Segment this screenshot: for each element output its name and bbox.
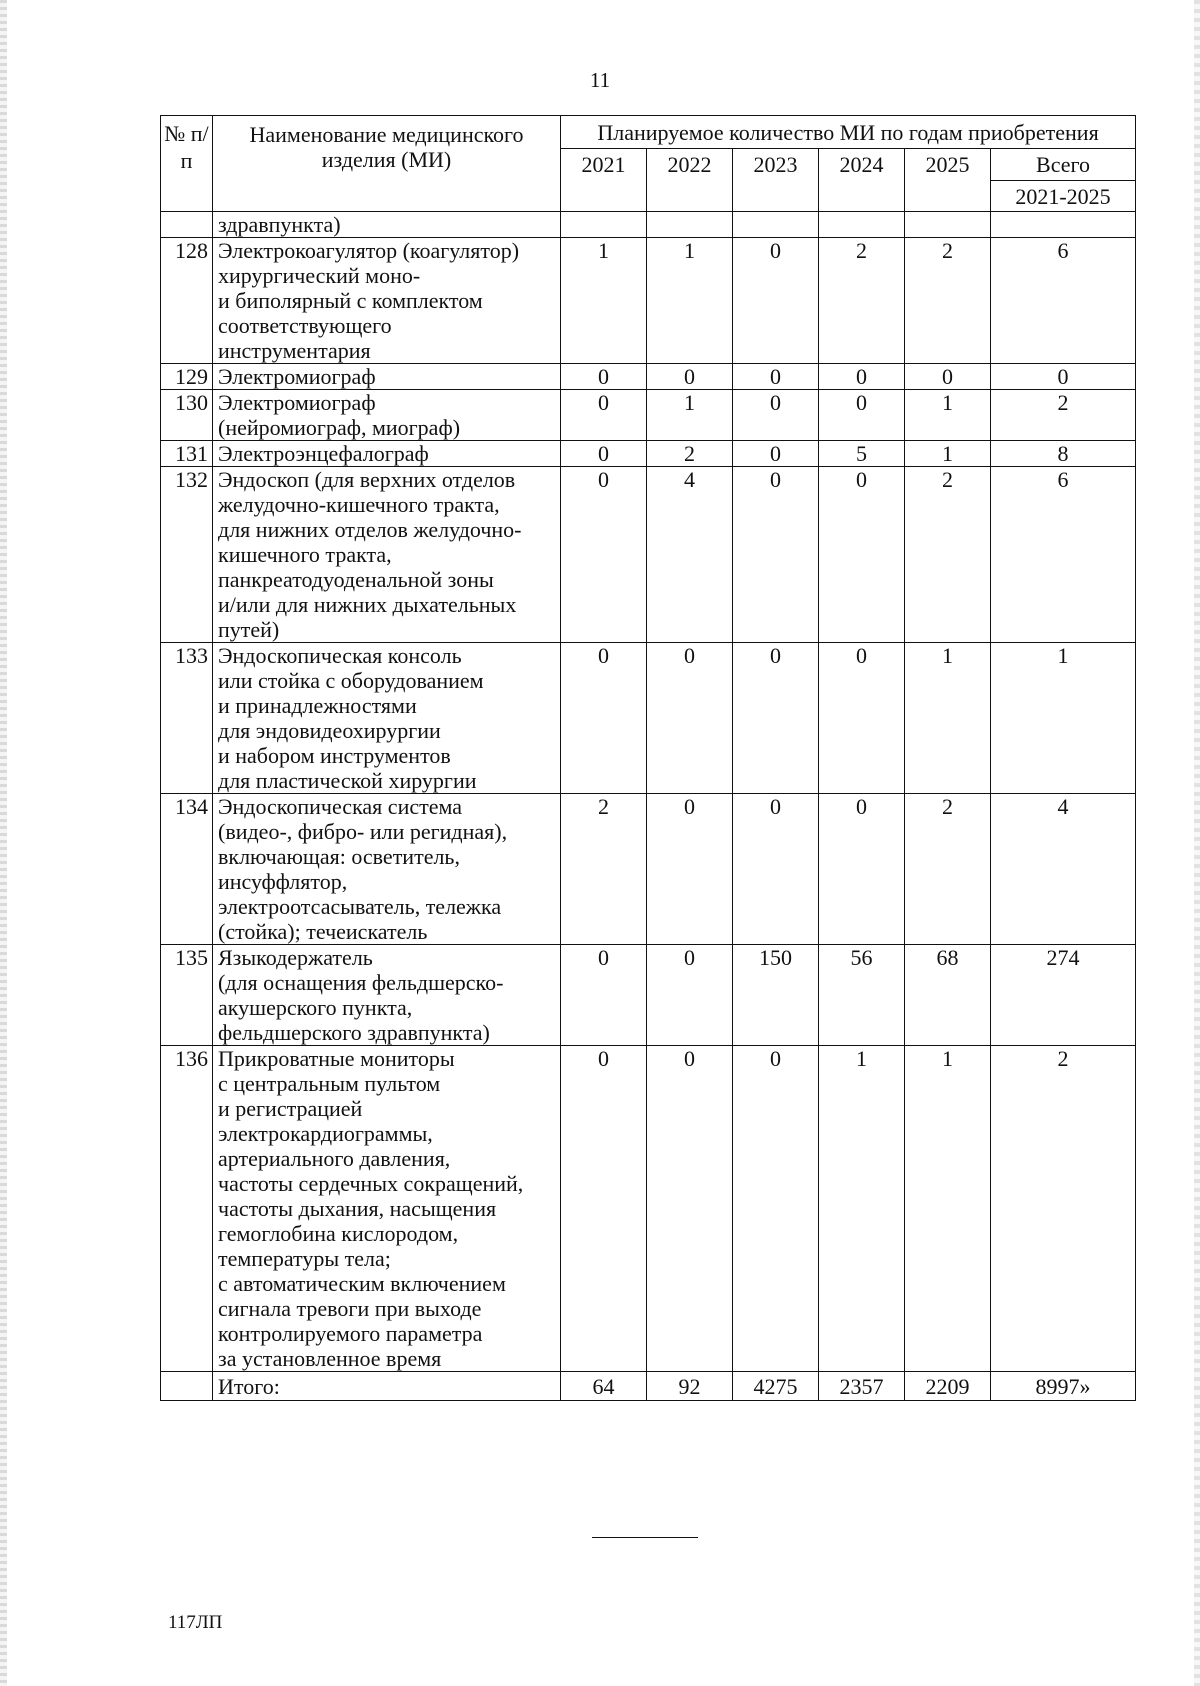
qty-total: 1 bbox=[991, 643, 1136, 794]
qty-2024: 0 bbox=[819, 643, 905, 794]
table-row bbox=[161, 441, 1136, 467]
qty-total: 0 bbox=[991, 364, 1136, 390]
qty-2025: 1 bbox=[905, 390, 991, 441]
qty-2023: 0 bbox=[733, 1046, 819, 1372]
qty-total: 2 bbox=[991, 1046, 1136, 1372]
row-number: 128 bbox=[161, 238, 213, 364]
qty-2024: 0 bbox=[819, 467, 905, 643]
qty-2021: 0 bbox=[561, 1046, 647, 1372]
header-year-2025: 2025 bbox=[905, 149, 991, 212]
row-number: 131 bbox=[161, 441, 213, 467]
qty-2022: 1 bbox=[647, 238, 733, 364]
page-number: 11 bbox=[589, 68, 611, 92]
equipment-table bbox=[160, 115, 1136, 1401]
header-total-range: 2021-2025 bbox=[991, 181, 1136, 212]
carry-over-empty bbox=[561, 212, 647, 238]
qty-2023: 0 bbox=[733, 364, 819, 390]
qty-2022: 0 bbox=[647, 945, 733, 1046]
header-year-2024: 2024 bbox=[819, 149, 905, 212]
totals-2022: 92 bbox=[647, 1372, 733, 1401]
qty-2022: 0 bbox=[647, 794, 733, 945]
table-row bbox=[161, 794, 1136, 945]
qty-2021: 0 bbox=[561, 945, 647, 1046]
device-name: Языкодержатель (для оснащения фельдшерско- акушерского пункта, фельдшерского здравпункта) bbox=[213, 945, 561, 1046]
qty-2023: 0 bbox=[733, 643, 819, 794]
qty-2024: 56 bbox=[819, 945, 905, 1046]
carry-over-empty bbox=[647, 212, 733, 238]
device-name: Электромиограф (нейромиограф, миограф) bbox=[213, 390, 561, 441]
header-name-text: Наименование медицинского изделия (МИ) bbox=[249, 122, 524, 172]
row-number: 135 bbox=[161, 945, 213, 1046]
qty-2022: 2 bbox=[647, 441, 733, 467]
row-number: 133 bbox=[161, 643, 213, 794]
device-name: Эндоскопическая консоль или стойка с оборудованием и принадлежностями для эндовидеохирургии и набором инструментов для пластической хирургии bbox=[213, 643, 561, 794]
row-number: 130 bbox=[161, 390, 213, 441]
qty-total: 274 bbox=[991, 945, 1136, 1046]
qty-total: 6 bbox=[991, 238, 1136, 364]
header-name bbox=[213, 116, 561, 212]
qty-2023: 0 bbox=[733, 467, 819, 643]
qty-2025: 2 bbox=[905, 794, 991, 945]
carry-over-text: здравпункта) bbox=[213, 212, 561, 238]
qty-total: 2 bbox=[991, 390, 1136, 441]
qty-2025: 1 bbox=[905, 441, 991, 467]
carry-over-num bbox=[161, 212, 213, 238]
scan-edge-left bbox=[0, 0, 7, 1686]
qty-2022: 0 bbox=[647, 1046, 733, 1372]
header-num bbox=[161, 116, 213, 212]
carry-over-row bbox=[161, 212, 1136, 238]
carry-over-empty bbox=[905, 212, 991, 238]
qty-total: 6 bbox=[991, 467, 1136, 643]
table-row bbox=[161, 643, 1136, 794]
device-name: Электромиограф bbox=[213, 364, 561, 390]
totals-all: 8997» bbox=[991, 1372, 1136, 1401]
qty-2023: 0 bbox=[733, 390, 819, 441]
device-name: Эндоскопическая система (видео-, фибро- или регидная), включающая: осветитель, инсуффлятор, электроотсасыватель, тележка (стойка); течеискатель bbox=[213, 794, 561, 945]
table-row bbox=[161, 945, 1136, 1046]
qty-2023: 0 bbox=[733, 441, 819, 467]
qty-2025: 0 bbox=[905, 364, 991, 390]
scan-edge-right bbox=[1194, 0, 1200, 1686]
qty-2024: 1 bbox=[819, 1046, 905, 1372]
qty-2025: 1 bbox=[905, 643, 991, 794]
totals-2023: 4275 bbox=[733, 1372, 819, 1401]
qty-2022: 1 bbox=[647, 390, 733, 441]
qty-2021: 1 bbox=[561, 238, 647, 364]
header-group-text: Планируемое количество МИ по годам приобретения bbox=[597, 120, 1099, 145]
qty-2022: 0 bbox=[647, 364, 733, 390]
qty-2021: 2 bbox=[561, 794, 647, 945]
header-year-2023: 2023 bbox=[733, 149, 819, 212]
totals-label: Итого: bbox=[213, 1372, 561, 1401]
carry-over-empty bbox=[991, 212, 1136, 238]
table-row bbox=[161, 238, 1136, 364]
qty-2021: 0 bbox=[561, 364, 647, 390]
device-name: Эндоскоп (для верхних отделов желудочно-кишечного тракта, для нижних отделов желудочно- кишечного тракта, панкреатодуоденальной зоны и/или для нижних дыхательных путей) bbox=[213, 467, 561, 643]
qty-2024: 2 bbox=[819, 238, 905, 364]
carry-over-empty bbox=[819, 212, 905, 238]
qty-2023: 150 bbox=[733, 945, 819, 1046]
qty-total: 8 bbox=[991, 441, 1136, 467]
row-number: 129 bbox=[161, 364, 213, 390]
totals-2021: 64 bbox=[561, 1372, 647, 1401]
qty-2021: 0 bbox=[561, 390, 647, 441]
totals-row bbox=[161, 1372, 1136, 1401]
qty-2021: 0 bbox=[561, 643, 647, 794]
device-name: Прикроватные мониторы с центральным пультом и регистрацией электрокардиограммы, артериального давления, частоты сердечных сокращений, частоты дыхания, насыщения гемоглобина кислородом, температуры тела; с автоматическим включением сигнала тревоги при выходе контролируемого параметра за установленное время bbox=[213, 1046, 561, 1372]
device-name: Электроэнцефалограф bbox=[213, 441, 561, 467]
totals-2025: 2209 bbox=[905, 1372, 991, 1401]
qty-2022: 4 bbox=[647, 467, 733, 643]
carry-over-empty bbox=[733, 212, 819, 238]
qty-2022: 0 bbox=[647, 643, 733, 794]
header-year-2022: 2022 bbox=[647, 149, 733, 212]
qty-2025: 1 bbox=[905, 1046, 991, 1372]
qty-2021: 0 bbox=[561, 441, 647, 467]
table-row bbox=[161, 467, 1136, 643]
qty-2025: 68 bbox=[905, 945, 991, 1046]
qty-2023: 0 bbox=[733, 238, 819, 364]
row-number: 132 bbox=[161, 467, 213, 643]
qty-2024: 0 bbox=[819, 364, 905, 390]
table-row bbox=[161, 1046, 1136, 1372]
footer-rule bbox=[592, 1537, 698, 1538]
qty-2023: 0 bbox=[733, 794, 819, 945]
totals-2024: 2357 bbox=[819, 1372, 905, 1401]
table-body bbox=[161, 212, 1136, 1372]
qty-2025: 2 bbox=[905, 467, 991, 643]
header-total: Всего bbox=[991, 149, 1136, 181]
qty-2024: 5 bbox=[819, 441, 905, 467]
table-row bbox=[161, 364, 1136, 390]
qty-total: 4 bbox=[991, 794, 1136, 945]
qty-2024: 0 bbox=[819, 390, 905, 441]
device-name: Электрокоагулятор (коагулятор) хирургический моно- и биполярный с комплектом соответствующего инструментария bbox=[213, 238, 561, 364]
qty-2024: 0 bbox=[819, 794, 905, 945]
document-code: 117ЛП bbox=[168, 1612, 223, 1633]
row-number: 136 bbox=[161, 1046, 213, 1372]
header-group bbox=[561, 116, 1136, 149]
table-row bbox=[161, 390, 1136, 441]
header-num-text: № п/п bbox=[164, 121, 209, 173]
totals-num bbox=[161, 1372, 213, 1401]
qty-2021: 0 bbox=[561, 467, 647, 643]
row-number: 134 bbox=[161, 794, 213, 945]
qty-2025: 2 bbox=[905, 238, 991, 364]
header-year-2021: 2021 bbox=[561, 149, 647, 212]
